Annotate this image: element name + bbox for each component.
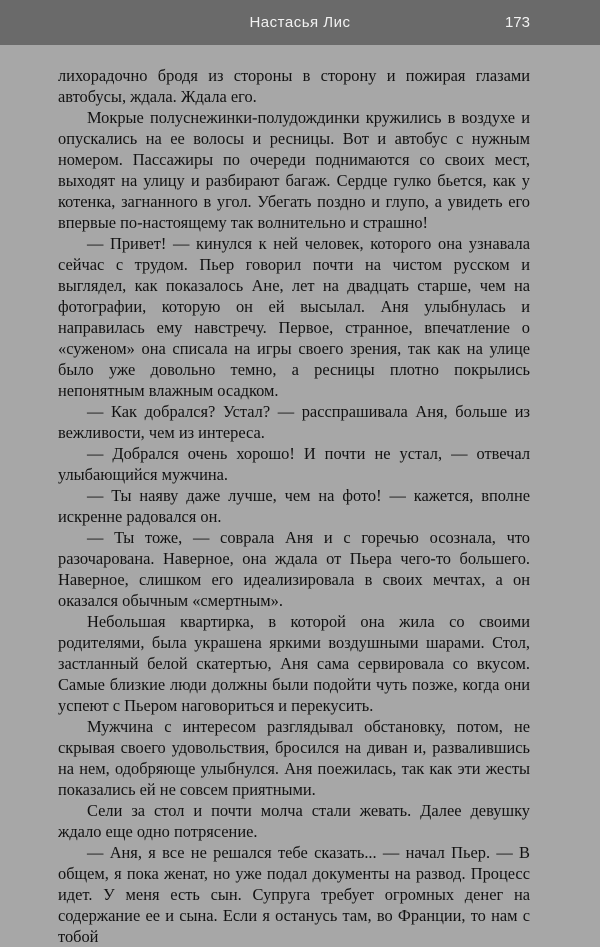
page-number: 173 bbox=[504, 14, 530, 31]
paragraph: Мужчина с интересом разглядывал обстановку, потом, не скрывая своего удовольствия, бросился на диван и, развалившись на нем, одобряюще улыбнулся. Аня поежилась, так как эти жесты показались ей не совсем приятными. bbox=[58, 717, 530, 799]
paragraph: Сели за стол и почти молча стали жевать. Далее девушку ждало еще одно потрясение. bbox=[58, 801, 530, 841]
paragraph: лихорадочно бродя из стороны в сторону и пожирая глазами автобусы, ждала. Ждала его. bbox=[58, 66, 530, 106]
paragraph: — Ты тоже, — соврала Аня и с горечью осознала, что разочарована. Наверное, она ждала от Пьера чего-то большего. Наверное, слишком его идеализировала в своих мечтах, а он оказался обычным «смертным». bbox=[58, 528, 530, 610]
paragraph: — Добрался очень хорошо! И почти не устал, — отвечал улыбающийся мужчина. bbox=[58, 444, 530, 484]
paragraph: — Привет! — кинулся к ней человек, которого она узнавала сейчас с трудом. Пьер говорил почти на чистом русском и выглядел, как показалось Ане, лет на двадцать старше, чем на фотографии, которую он ей высылал. Аня улыбнулась и направилась ему навстречу. Первое, странное, впечатление о «суженом» она списала на игры своего зрения, так как на улице было уже довольно темно, а ресницы плотно покрылись непонятным влажным осадком. bbox=[58, 234, 530, 400]
paragraph: — Ты наяву даже лучше, чем на фото! — кажется, вполне искренне радовался он. bbox=[58, 486, 530, 526]
paragraph: Небольшая квартирка, в которой она жила со своими родителями, была украшена яркими воздушными шарами. Стол, застланный белой скатертью, Аня сама сервировала со вкусом. Самые близкие люди должны были подойти чуть позже, когда они успеют с Пьером наговориться и перекусить. bbox=[58, 612, 530, 715]
paragraph: — Как добрался? Устал? — расспрашивала Аня, больше из вежливости, чем из интереса. bbox=[58, 402, 530, 442]
paragraph: Мокрые полуснежинки-полудождинки кружились в воздухе и опускались на ее волосы и ресницы. Вот и автобус с нужным номером. Пассажиры по очереди поднимаются со своих мест, выходят на улицу и разбирают багаж. Сердце гулко бьется, как у котенка, загнанного в угол. Убегать поздно и глупо, а увидеть его впервые по-настоящему так волнительно и страшно! bbox=[58, 108, 530, 232]
page-body bbox=[58, 65, 530, 947]
book-author: Настасья Лис bbox=[249, 14, 351, 31]
running-header bbox=[0, 0, 600, 45]
paragraph: — Аня, я все не решался тебе сказать... — начал Пьер. — В общем, я пока женат, но уже подал документы на развод. Процесс идет. У меня есть сын. Супруга требует огромных денег на содержание ее и сына. Если я останусь там, во Франции, то нам с тобой bbox=[58, 843, 530, 946]
